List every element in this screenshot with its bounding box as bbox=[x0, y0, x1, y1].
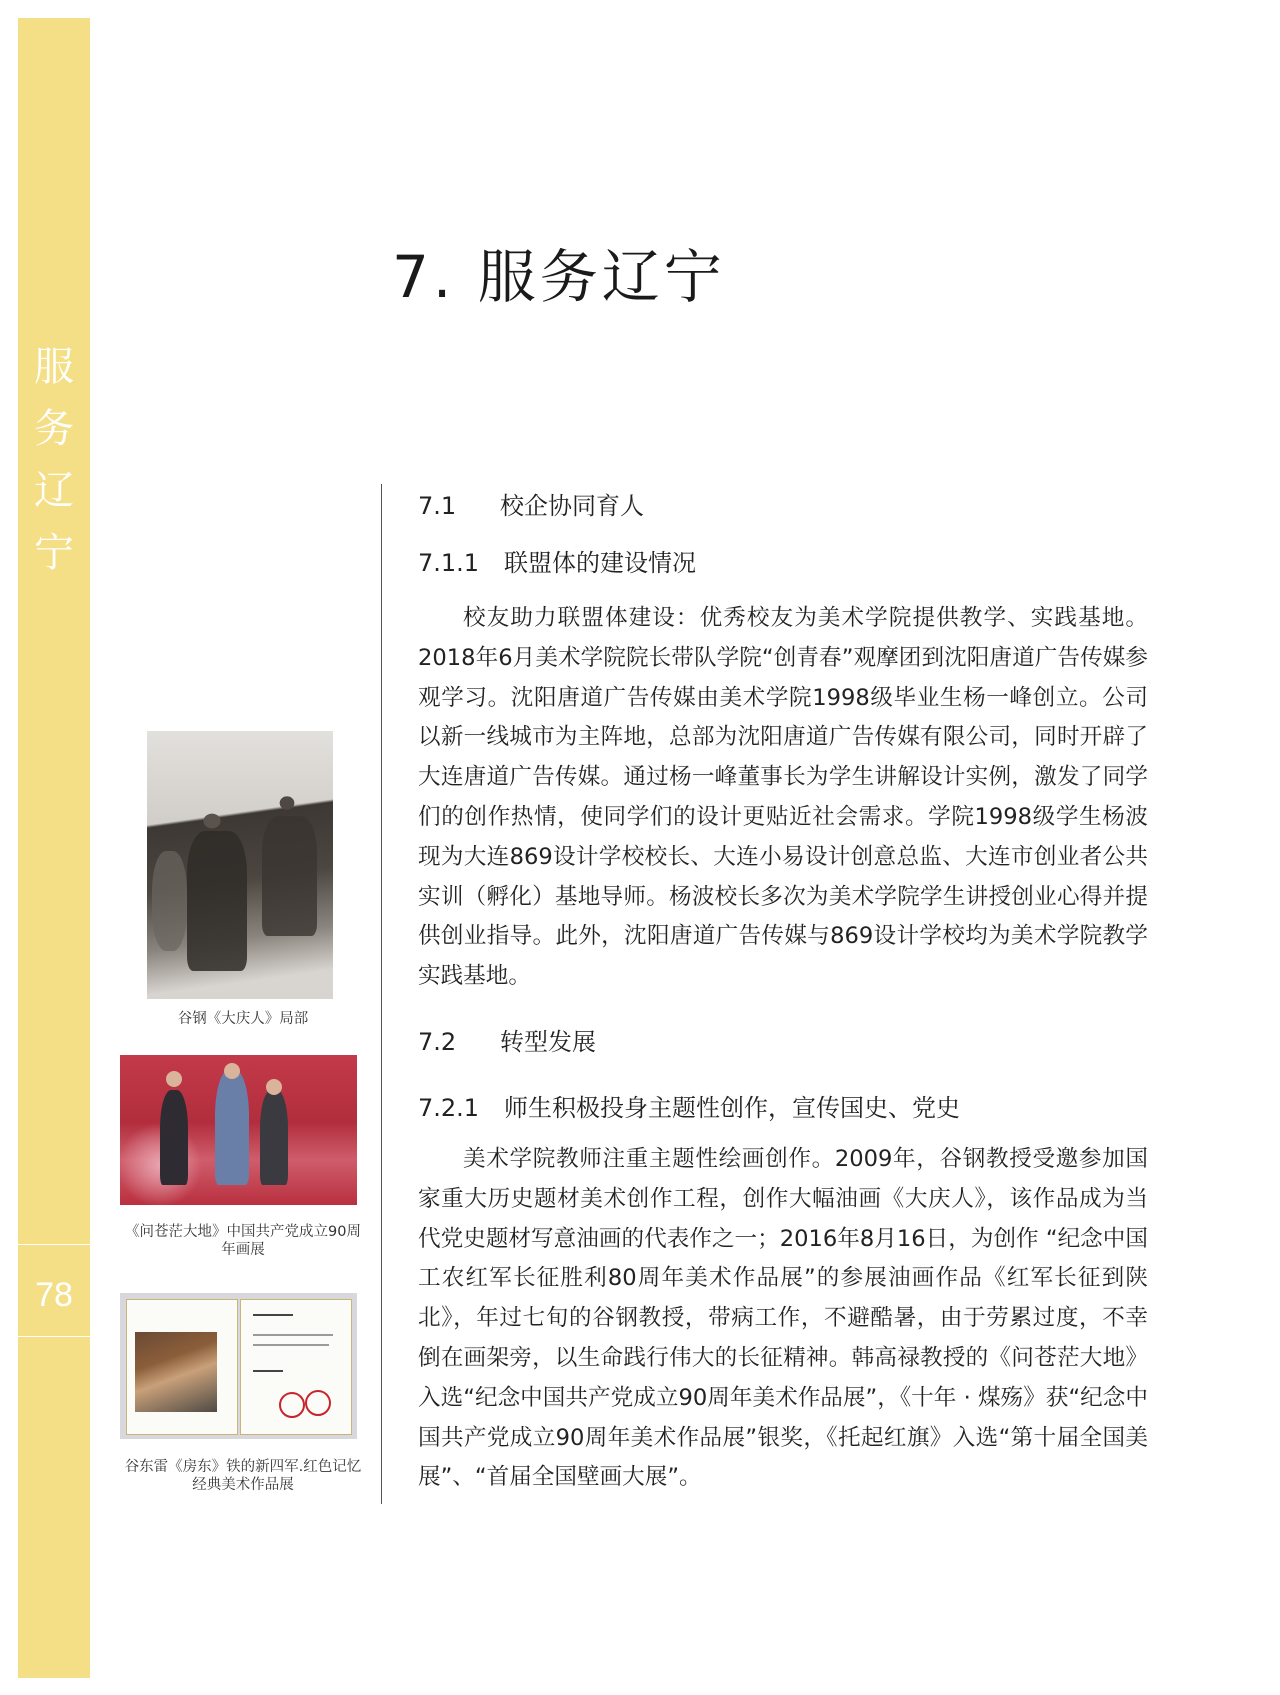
figure-head bbox=[224, 1063, 240, 1079]
side-band bbox=[18, 18, 90, 1678]
page-number-bottom-rule bbox=[18, 1336, 90, 1337]
certificate-left-leaf bbox=[126, 1299, 238, 1435]
figure-caption: 谷钢《大庆人》局部 bbox=[177, 1011, 309, 1027]
text-line bbox=[253, 1334, 333, 1336]
red-seal bbox=[279, 1392, 305, 1418]
page-number: 78 bbox=[35, 1276, 73, 1314]
vertical-char: 务 bbox=[34, 406, 74, 452]
figure-head bbox=[266, 1079, 282, 1095]
section-title: 联盟体的建设情况 bbox=[504, 549, 696, 577]
painting-daqingren-image bbox=[147, 731, 333, 999]
section-heading bbox=[418, 486, 644, 521]
chapter-title: 7. 服务辽宁 bbox=[392, 243, 726, 311]
vertical-section-title bbox=[18, 336, 90, 584]
subsection-heading bbox=[418, 1088, 960, 1123]
figure-shape bbox=[215, 1070, 249, 1185]
painting-wen-cangmang-dadi-image bbox=[120, 1055, 357, 1205]
figure-shape bbox=[260, 1090, 288, 1185]
certificate-photo bbox=[135, 1332, 217, 1412]
figure-shape bbox=[262, 816, 317, 936]
section-title: 校企协同育人 bbox=[500, 492, 644, 520]
section-number: 7.2.1 bbox=[418, 1094, 480, 1122]
section-title: 师生积极投身主题性创作，宣传国史、党史 bbox=[504, 1094, 960, 1122]
column-divider bbox=[381, 484, 382, 1504]
text-line bbox=[253, 1314, 293, 1316]
body-paragraph: 美术学院教师注重主题性绘画创作。2009年，谷钢教授受邀参加国家重大历史题材美术创作工程，创作大幅油画《大庆人》，该作品成为当代党史题材写意油画的代表作之一；2016年8月16日，为创作 “纪念中国工农红军长征胜利80周年美术作品展”的参展油画作品《红军长征到陕北》，年过七旬的谷钢教授，带病工作，不避酷暑，由于劳累过度，不幸倒在画架旁，以生命践行伟大的长征精神。韩高禄教授的《问苍茫大地》入选“纪念中国共产党成立90周年美术作品展”，《十年 · 煤殇》获“纪念中国共产党成立90周年美术作品展”银奖，《托起红旗》入选“第十届全国美展”、“首届全国壁画大展”。 bbox=[418, 1146, 1148, 1491]
page-number-top-rule bbox=[18, 1244, 90, 1245]
figure-head bbox=[166, 1071, 182, 1087]
vertical-char: 辽 bbox=[34, 468, 74, 514]
certificate-right-leaf bbox=[240, 1299, 352, 1435]
red-seal bbox=[305, 1390, 331, 1416]
vertical-char: 服 bbox=[34, 344, 74, 390]
figure-shape bbox=[152, 851, 187, 951]
section-number: 7.1.1 bbox=[418, 549, 480, 577]
subsection-heading bbox=[418, 543, 696, 578]
figure-caption: 《问苍茫大地》中国共产党成立90周年画展 bbox=[125, 1224, 361, 1258]
body-paragraph: 校友助力联盟体建设：优秀校友为美术学院提供教学、实践基地。2018年6月美术学院院长带队学院“创青春”观摩团到沈阳唐道广告传媒参观学习。沈阳唐道广告传媒由美术学院1998级毕业生杨一峰创立。公司以新一线城市为主阵地，总部为沈阳唐道广告传媒有限公司，同时开辟了大连唐道广告传媒。通过杨一峰董事长为学生讲解设计实例，激发了同学们的创作热情，使同学们的设计更贴近社会需求。学院1998级学生杨波现为大连869设计学校校长、大连小易设计创意总监、大连市创业者公共实训（孵化）基地导师。杨波校长多次为美术学院学生讲授创业心得并提供创业指导。此外，沈阳唐道广告传媒与869设计学校均为美术学院教学实践基地。 bbox=[418, 605, 1148, 990]
section-title: 转型发展 bbox=[500, 1028, 596, 1056]
certificate-image bbox=[120, 1293, 357, 1439]
figure-shape bbox=[187, 831, 247, 971]
figure-caption: 谷东雷《房东》铁的新四军.红色记忆经典美术作品展 bbox=[124, 1459, 362, 1493]
figure-shape bbox=[160, 1090, 188, 1185]
text-line bbox=[253, 1370, 283, 1372]
vertical-char: 宁 bbox=[34, 530, 74, 576]
section-number: 7.1 bbox=[418, 492, 457, 520]
section-heading bbox=[418, 1022, 596, 1057]
section-number: 7.2 bbox=[418, 1028, 457, 1056]
text-line bbox=[253, 1344, 329, 1346]
